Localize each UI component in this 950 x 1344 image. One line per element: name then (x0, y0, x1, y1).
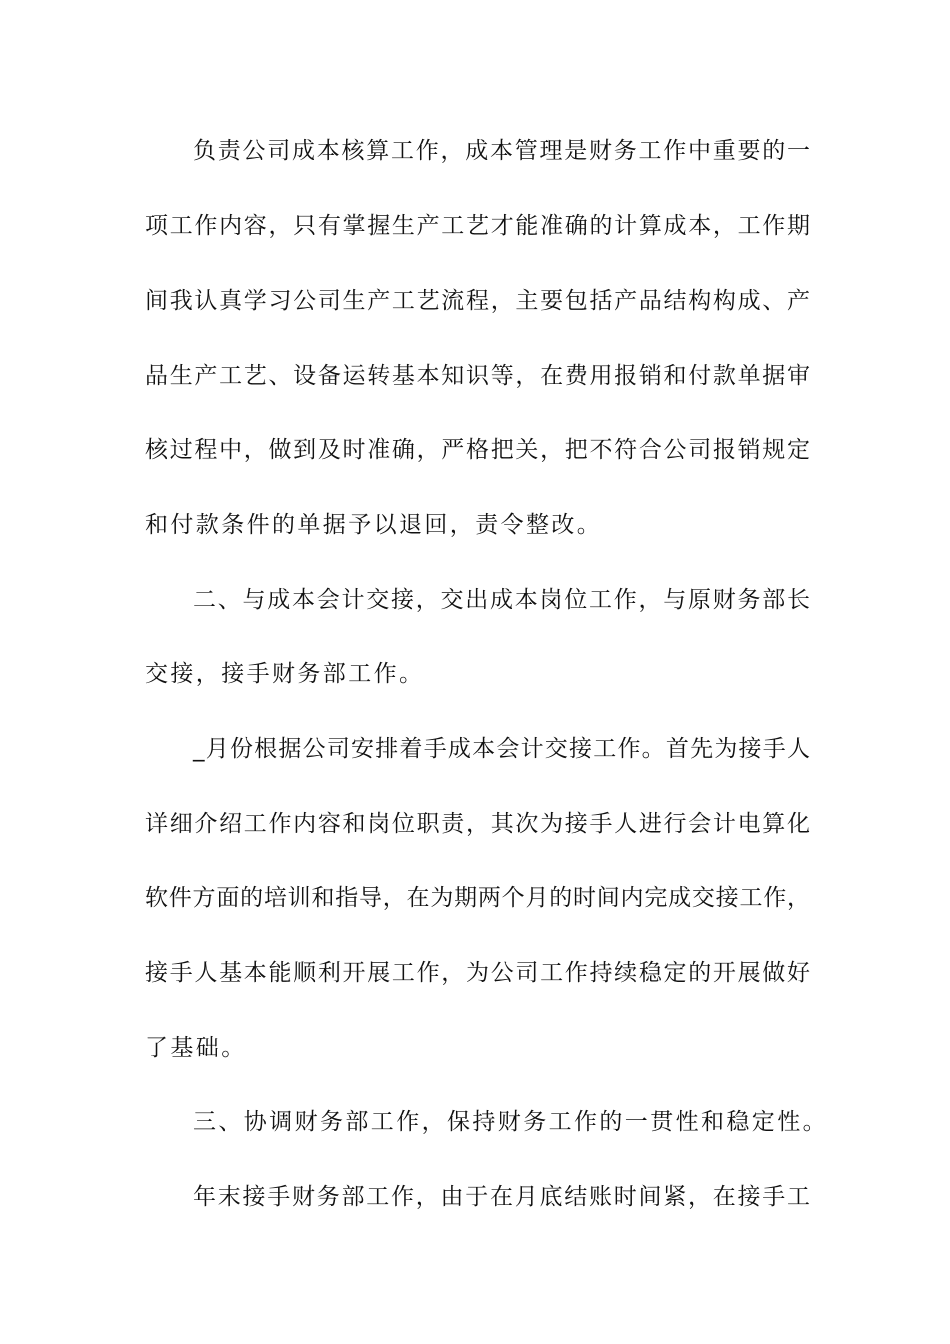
paragraph-line-4: 品生产工艺、设备运转基本知识等，在费用报销和付款单据审 (145, 363, 810, 389)
paragraph-line-5: 核过程中，做到及时准确，严格把关，把不符合公司报销规定 (145, 437, 810, 463)
heading-line-2-cont: 交接，接手财务部工作。 (145, 661, 425, 687)
paragraph-line-11: 了基础。 (145, 1035, 247, 1061)
paragraph-line-12: 年末接手财务部工作，由于在月底结账时间紧，在接手工 (193, 1184, 810, 1210)
paragraph-line-9: 软件方面的培训和指导，在为期两个月的时间内完成交接工作， (145, 885, 810, 911)
paragraph-line-7: _月份根据公司安排着手成本会计交接工作。首先为接手人 (193, 736, 810, 762)
heading-line-2: 二、与成本会计交接，交出成本岗位工作，与原财务部长 (193, 587, 810, 613)
paragraph-line-6: 和付款条件的单据予以退回，责令整改。 (145, 512, 603, 538)
paragraph-line-2: 项工作内容，只有掌握生产工艺才能准确的计算成本，工作期 (145, 213, 810, 239)
paragraph-line-10: 接手人基本能顺利开展工作，为公司工作持续稳定的开展做好 (145, 960, 810, 986)
paragraph-line-1: 负责公司成本核算工作，成本管理是财务工作中重要的一 (193, 138, 810, 164)
paragraph-line-8: 详细介绍工作内容和岗位职责，其次为接手人进行会计电算化 (145, 811, 810, 837)
heading-line-3: 三、协调财务部工作，保持财务工作的一贯性和稳定性。 (193, 1109, 828, 1135)
paragraph-line-3: 间我认真学习公司生产工艺流程，主要包括产品结构构成、产 (145, 288, 810, 314)
